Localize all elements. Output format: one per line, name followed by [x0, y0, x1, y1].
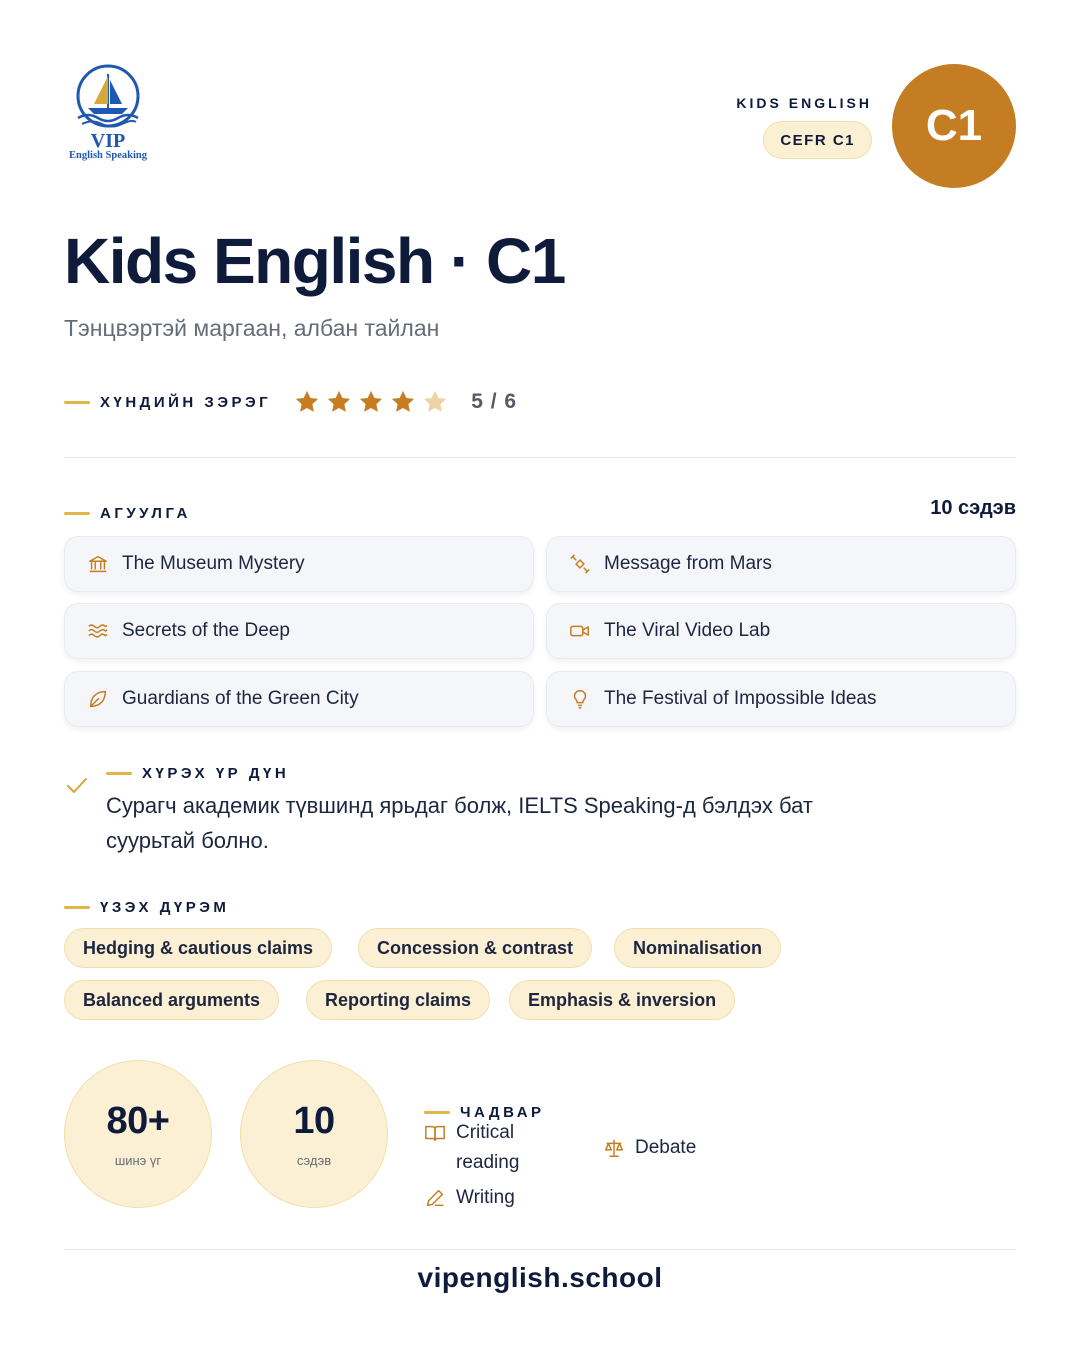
topic-card[interactable] [64, 603, 534, 659]
logo-wordmark: VIP [90, 130, 126, 152]
museum-icon [87, 553, 109, 575]
divider [64, 1249, 1016, 1250]
satellite-icon [569, 553, 591, 575]
topic-count: 10 сэдэв [930, 497, 1016, 519]
page-subtitle: Тэнцвэртэй маргаан, албан тайлан [64, 315, 440, 341]
outcome-label-text: ХҮРЭХ ҮР ДҮН [142, 765, 290, 782]
divider [64, 457, 1016, 458]
content-label-text: АГУУЛГА [100, 505, 191, 522]
skill-item [424, 1183, 515, 1213]
topic-label: Message from Mars [604, 553, 772, 574]
difficulty-stars [293, 388, 453, 416]
label-dash [64, 401, 90, 404]
topic-card[interactable] [546, 536, 1016, 592]
label-dash [106, 772, 132, 775]
skill-item [424, 1118, 564, 1178]
skill-item [603, 1133, 696, 1163]
outcome-label [106, 765, 289, 782]
pen-icon [424, 1187, 446, 1209]
page-title: Kids English · C1 [64, 225, 565, 297]
scales-icon [603, 1137, 625, 1159]
topic-label: The Viral Video Lab [604, 620, 771, 641]
leaf-icon [87, 688, 109, 710]
star-empty-icon [421, 388, 449, 416]
skill-label: Critical reading [456, 1122, 520, 1173]
open-book-icon [424, 1122, 446, 1144]
star-filled-icon [293, 388, 321, 416]
topic-label: Secrets of the Deep [122, 620, 290, 641]
difficulty-row [64, 388, 517, 416]
topic-card[interactable] [546, 671, 1016, 727]
grammar-chip: Reporting claims [306, 980, 490, 1020]
outcome-text: Сурагч академик түвшинд ярьдаг болж, IELTS Speaking-д бэлдэх бат суурьтай болно. [106, 793, 813, 853]
grammar-label-text: ҮЗЭХ ДҮРЭМ [100, 899, 230, 916]
grammar-chip: Balanced arguments [64, 980, 279, 1020]
track-label: KIDS ENGLISH [736, 95, 872, 111]
topic-card[interactable] [64, 671, 534, 727]
stat-caption: сэдэв [296, 1153, 332, 1168]
grammar-label [64, 899, 229, 916]
level-badge: C1 [892, 64, 1016, 188]
difficulty-label [64, 394, 271, 411]
difficulty-label-text: ХҮНДИЙН ЗЭРЭГ [100, 393, 272, 411]
brand-logo [64, 64, 154, 164]
stat-value: 80+ [106, 1100, 170, 1142]
content-label [64, 505, 191, 522]
stat-new-words [64, 1060, 212, 1208]
stat-caption: шинэ үг [114, 1153, 162, 1168]
star-filled-icon [389, 388, 417, 416]
video-camera-icon [569, 620, 591, 642]
stat-value: 10 [293, 1100, 335, 1142]
cefr-badge: CEFR C1 [763, 121, 872, 159]
grammar-chip: Nominalisation [614, 928, 781, 968]
difficulty-value: 5 / 6 [471, 390, 518, 413]
topic-card[interactable] [64, 536, 534, 592]
topic-label: The Festival of Impossible Ideas [604, 688, 877, 709]
skill-label: Debate [635, 1137, 697, 1158]
star-filled-icon [325, 388, 353, 416]
grammar-chip: Hedging & cautious claims [64, 928, 332, 968]
topic-label: Guardians of the Green City [122, 688, 359, 709]
label-dash [64, 906, 90, 909]
sailboat-logo-icon [64, 64, 152, 130]
lightbulb-icon [569, 688, 591, 710]
grammar-chip: Emphasis & inversion [509, 980, 735, 1020]
waves-icon [87, 620, 109, 642]
skill-label: Writing [456, 1187, 515, 1208]
stat-topics [240, 1060, 388, 1208]
checkmark-icon [66, 776, 88, 796]
grammar-chip: Concession & contrast [358, 928, 592, 968]
logo-tagline: English Speaking [69, 150, 147, 161]
skills-label-text: ЧАДВАР [460, 1104, 545, 1121]
star-filled-icon [357, 388, 385, 416]
topic-label: The Museum Mystery [122, 553, 305, 574]
label-dash [424, 1111, 450, 1114]
topic-card[interactable] [546, 603, 1016, 659]
footer-url[interactable]: vipenglish.school [417, 1262, 663, 1293]
label-dash [64, 512, 90, 515]
